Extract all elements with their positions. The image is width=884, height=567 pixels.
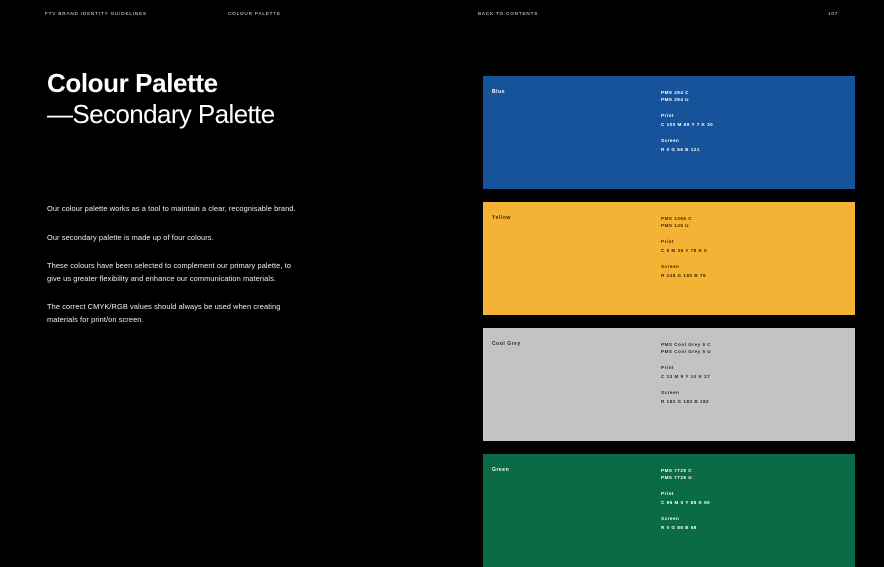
swatch-pms-coated: PMS 1365 C <box>661 216 693 221</box>
swatch-pms-block <box>661 215 846 229</box>
swatch-pms-uncoated: PMS 135 U <box>661 223 689 228</box>
swatch-pms-block <box>661 341 846 355</box>
swatch-print-label: Print <box>661 365 674 370</box>
swatch-pms-uncoated: PMS 294 U <box>661 97 689 102</box>
swatch-specs <box>661 89 846 153</box>
page-title-block <box>47 68 347 130</box>
swatch-print-label: Print <box>661 113 674 118</box>
swatch-print-value: C 100 M 69 Y 7 K 30 <box>661 122 714 127</box>
page-title-line1: Colour Palette <box>47 68 218 98</box>
intro-paragraph-1: Our colour palette works as a tool to maintain a clear, recognisable brand. <box>47 204 296 213</box>
swatch-name: Green <box>492 467 510 473</box>
swatch-specs <box>661 467 846 531</box>
intro-copy <box>47 203 297 327</box>
page-title-line2: —Secondary Palette <box>47 99 275 129</box>
swatch-print-block <box>661 491 846 506</box>
swatch-pms-block <box>661 89 846 103</box>
secondary-palette-swatch-list <box>483 76 855 567</box>
swatch-screen-label: Screen <box>661 390 680 395</box>
swatch-screen-label: Screen <box>661 264 680 269</box>
swatch-print-value: C 13 M 9 Y 10 K 27 <box>661 374 711 379</box>
swatch-pms-coated: PMS Cool Grey 5 C <box>661 342 712 347</box>
swatch-specs <box>661 341 846 405</box>
page-title <box>47 68 347 130</box>
swatch-pms-uncoated: PMS 7729 U <box>661 475 693 480</box>
swatch-print-block <box>661 239 846 254</box>
swatch-print-label: Print <box>661 239 674 244</box>
swatch-screen-value: R 182 G 183 B 182 <box>661 399 710 404</box>
back-to-contents-link[interactable]: BACK TO CONTENTS <box>478 11 539 16</box>
swatch-screen-value: R 248 G 180 B 76 <box>661 273 707 278</box>
intro-paragraph-4: The correct CMYK/RGB values should always be used when creating materials for print/on screen. <box>47 302 281 324</box>
swatch-screen-label: Screen <box>661 516 680 521</box>
swatch-pms-uncoated: PMS Cool Grey 5 U <box>661 349 712 354</box>
swatch-print-value: C 96 M 0 Y 88 K 50 <box>661 500 711 505</box>
colour-swatch-yellow <box>483 202 855 315</box>
page-header-bar <box>0 0 884 26</box>
swatch-screen-label: Screen <box>661 138 680 143</box>
swatch-screen-block <box>661 138 846 153</box>
swatch-print-block <box>661 365 846 380</box>
swatch-name: Cool Grey <box>492 341 521 347</box>
swatch-pms-block <box>661 467 846 481</box>
intro-paragraph-2: Our secondary palette is made up of four colours. <box>47 232 214 242</box>
swatch-print-block <box>661 113 846 128</box>
swatch-screen-block <box>661 390 846 405</box>
colour-swatch-blue <box>483 76 855 189</box>
colour-swatch-cool-grey <box>483 328 855 441</box>
swatch-screen-value: R 0 G 88 B 68 <box>661 525 697 530</box>
swatch-specs <box>661 215 846 279</box>
swatch-print-label: Print <box>661 491 674 496</box>
swatch-screen-block <box>661 516 846 531</box>
swatch-screen-value: R 0 G 66 B 121 <box>661 147 700 152</box>
header-brand-label: FTV BRAND IDENTITY GUIDELINES <box>45 11 147 16</box>
swatch-print-value: C 0 M 35 Y 78 K 0 <box>661 248 708 253</box>
swatch-pms-coated: PMS 7729 C <box>661 468 693 473</box>
swatch-screen-block <box>661 264 846 279</box>
page-number: 107 <box>828 11 839 16</box>
header-section-label: COLOUR PALETTE <box>228 11 281 16</box>
intro-paragraph-3: These colours have been selected to complement our primary palette, to give us greater flexibility and enhance our communication materials. <box>47 261 292 283</box>
swatch-name: Yellow <box>492 215 511 221</box>
colour-swatch-green <box>483 454 855 567</box>
swatch-pms-coated: PMS 294 C <box>661 90 689 95</box>
swatch-name: Blue <box>492 89 506 95</box>
